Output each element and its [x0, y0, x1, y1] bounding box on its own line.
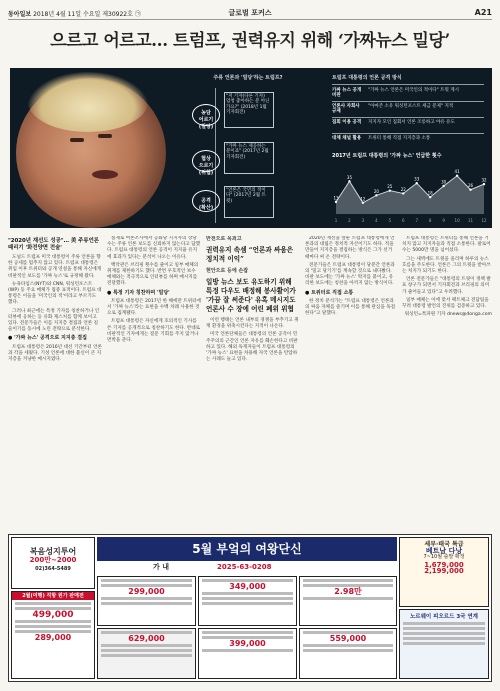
chart-title: 2017년 트럼프 대통령의 '가짜 뉴스' 언급한 횟수 — [332, 153, 442, 159]
chart-point — [348, 180, 350, 182]
mention-line-chart — [332, 164, 488, 224]
method-text-1: "가짜 뉴스 언론은 미국인의 적이다" 트윗 게시 — [368, 88, 459, 93]
chart-value-label: 30 — [441, 179, 447, 185]
ad-sale-left: 2월(여행) 직항 원가 판매전 499,000 289,000 — [11, 591, 95, 679]
article-column-5: 트럼프 대통령은 트위터를 통해 언론을 거치지 않고 지지자들과 직접 소통한다. 팔로어 수는 5000만 명을 넘어섰다. 그는 새벽에도 트윗을 올리며 하루의 뉴스 흐름을 주도한다. 언론은 그의 트윗을 받아쓰는 처지가 되기도 한다. 언론 전문가들은 "대통령의 트윗이 정책 발표 창구가 되면서 기자회견과 브리핑의 의미가 줄어들고 있다"고 우려했다. 일부 매체는 이에 맞서 팩트체크 전담팀을 꾸려 대통령 발언의 진위를 검증하고 있다. 워싱턴=특파원 기자 dnews@donga.com — [402, 236, 492, 318]
chart-value-label: 13 — [333, 195, 339, 201]
chart-x-tick-label: 8 — [428, 218, 432, 223]
mouth-shape — [92, 170, 118, 179]
chart-value-label: 33 — [414, 176, 420, 182]
chart-point — [375, 194, 377, 196]
chart-point — [429, 196, 431, 198]
chart-x-tick-label: 7 — [415, 218, 419, 223]
chart-point — [469, 189, 471, 191]
method-label-3: 집회 이용 공격 — [332, 120, 362, 125]
article-column-2: 실제로 여론조사에서 공화당 지지자의 상당수는 주류 언론 보도를 신뢰하지 않는다고 답했다. 트럼프 대통령의 언론 공격이 지지율 유지에 효과가 있다는 분석이 나오는 이유다. 백악관은 브리핑 횟수를 줄이고 일부 매체의 취재를 제한하기도 했다. 반면 우호적인 보수 매체와는 적극적으로 인터뷰를 하며 메시지를 전달했다. ● 특정 기자 칭찬하며 '밀당' 트럼프 대통령은 2017년 한 해에만 트위터에서 '가짜 뉴스'라는 표현을 수백 차례 사용한 것으로 집계됐다. 트럼프 대통령은 자신에게 호의적인 기사를 쓴 기자를 공개적으로 칭찬하기도 한다. 반대로 비판적인 기자에게는 질문 기회를 주지 않거나 면박을 준다. — [107, 236, 201, 344]
article-body — [8, 236, 492, 526]
node-text-1: "저 기자(다른 기자) 엄청 좋아하는 분 아닌가요?" (2018년 1월 기자회견) — [226, 94, 270, 116]
chart-point — [483, 183, 485, 185]
chart-point — [389, 189, 391, 191]
chart-x-tick-label: 4 — [375, 218, 378, 223]
ad-banner: 5월 부엌의 여왕단신 — [97, 537, 397, 561]
node-text-3: "언론은 국민의 적이다" (2017년 2월 트윗) — [226, 188, 266, 204]
chart-x-tick-label: 11 — [467, 218, 474, 223]
method-text-2: "아마존 소유 워싱턴포스트 세금 문제" 지적 — [368, 104, 454, 109]
chart-point — [402, 192, 404, 194]
method-text-4: 트위터 통해 직접 지지층과 소통 — [368, 136, 431, 141]
chart-value-label: 22 — [400, 186, 406, 192]
chart-point — [416, 182, 418, 184]
article-column-3: 반전으로 목죄고 권력유지 속셈 “언론과 싸움은 정치적 이익” 현안으로 등에 손잡 일방 뉴스 보도 유도하기 위해 특정 다우도 배정해 봉사활이가 '가끔 잘 써준다' 유혹 메시지도 언론사 수 장에 어린 폐위 위협 이런 행태는 언론 내부의 경쟁을 부추기고 취재 환경을 위축시킨다는 지적이 나온다. 미국 언론단체들은 대통령의 언론 공격이 민주주의의 근간인 언론 자유를 훼손한다고 비판하고 있다. 해외 독재자들이 트럼프 대통령의 '가짜 뉴스' 표현을 차용해 자국 언론을 탄압하는 사례도 늘고 있다. — [206, 236, 299, 363]
page-number: A21 — [474, 8, 492, 17]
chart-x-tick-label: 6 — [401, 218, 405, 223]
section-name: 글로벌 포커스 — [228, 9, 272, 17]
chart-point — [456, 175, 458, 177]
node-text-2: "가짜 뉴스 제공하는 분이죠" (2017년 2월 기자회견) — [226, 144, 269, 160]
eye-left — [70, 138, 84, 142]
chart-value-label: 35 — [346, 174, 353, 180]
chart-value-label: 26 — [467, 183, 474, 189]
page-headline: 으르고 어르고… 트럼프, 권력유지 위해 ‘가짜뉴스 밀당’ — [50, 31, 450, 51]
infographic — [10, 68, 492, 228]
methods-title: 트럼프 대통령의 언론 공격 방식 — [332, 75, 402, 81]
ad-pilgrimage-tour: 복음성지투어 200만~2000 02)364-5489 — [11, 537, 95, 589]
masthead — [8, 8, 492, 20]
chart-x-tick-label: 10 — [454, 218, 460, 223]
ad-package-5: 399,000 — [198, 628, 297, 679]
chart-point — [442, 185, 444, 187]
byline: 워싱턴=특파원 기자 dnews@donga.com — [404, 312, 492, 318]
pull-quote: 반전으로 목죄고 권력유지 속셈 “언론과 싸움은 정치적 이익” 현안으로 등에 손잡 일방 뉴스 보도 유도하기 위해 특정 다우도 배정해 봉사활이가 '가끔 잘 써준다' 유혹 메시지도 언론사 수 장에 어린 폐위 위협 — [206, 236, 296, 313]
method-text-3: 지지자 모인 집회서 언론 조롱하고 야유 유도 — [368, 120, 455, 125]
method-label-2: 언론사 자회사 규제 — [332, 104, 360, 115]
ad-package-6: 559,000 — [299, 628, 397, 679]
chart-value-label: 20 — [373, 188, 379, 194]
ad-banner-sub: 가 내 2025-63-0208 — [97, 562, 397, 574]
article-column-1: "2020년 재선도 성공"… 美 주류언론 때리기 '화전양면 전술' 도널드 트럼프 미국 대통령이 주류 언론을 향한 공세를 멈추지 않고 있다. 트럼프 대통령은 취임 이후 트위터와 공개 연설을 통해 자신에게 비판적인 보도를 '가짜 뉴스'로 규정해 왔다. 뉴욕타임스(NYT)와 CNN, 워싱턴포스트(WP) 등 주요 매체가 집중 표적이다. 트럼프 대통령은 이들을 '미국인의 적'이라고 부르기도 했다. 그러나 최근에는 특정 기자를 칭찬하거나 인터뷰에 응하는 등 유화 제스처를 함께 보이고 있다. 전문가들은 이를 지지층 결집과 언론 길들이기를 동시에 노린 전략으로 분석한다. ● '가짜 뉴스' 공격으로 지지층 결집 트럼프 대통령은 2016년 대선 기간부터 언론과 각을 세웠다. 기성 언론에 대한 불신이 큰 지지층을 겨냥한 메시지였다. — [8, 238, 102, 363]
chart-value-label: 25 — [387, 184, 393, 190]
chart-x-tick-label: 12 — [481, 218, 487, 223]
chart-x-tick-label: 9 — [442, 218, 445, 223]
chart-x-tick-label: 1 — [334, 218, 338, 223]
node-label-3: 공격 (확산) — [192, 190, 220, 212]
chart-x-tick-label: 3 — [361, 218, 365, 223]
ad-package-1: 299,000 — [97, 576, 196, 626]
article-subhead: "2020년 재선도 성공"… 美 주류언론 때리기 '화전양면 전술' — [8, 238, 99, 251]
ad-europe-tour: 노르웨이 피오르드 3국 연계 — [399, 609, 489, 679]
chart-value-label: 12 — [360, 196, 366, 202]
article-column-4: 2020년 재선을 앞둔 트럼프 대통령에게 언론과의 대립은 정치적 자산이기도 하다. 적을 만들어 지지층을 결집하는 방식은 그가 선거 때마다 써 온 전략이다. 전문가들은 트럼프 대통령이 당분간 언론과의 '밀고 당기기'를 계속할 것으로 내다봤다. 비판 보도에는 '가짜 뉴스' 딱지를 붙이고, 유리한 보도에는 칭찬을 아끼지 않는 방식이다. ● 트위터로 직접 소통 한 정치 분석가는 "트럼프 대통령은 언론과의 싸움 자체를 즐기며 이를 통해 관심을 독점한다"고 말했다. — [305, 236, 396, 317]
eye-right — [98, 134, 112, 138]
node-label-2: 협상 으르기 (위협) — [192, 150, 220, 172]
diagram-left-title: 주류 언론과 '밀당'하는 트럼프? — [213, 75, 283, 81]
method-label-1: 가짜 뉴스 공개 비판 — [332, 88, 362, 99]
chart-value-label: 18 — [427, 190, 433, 196]
method-label-4: 대체 채널 활용 — [332, 136, 362, 141]
advertisement-block — [8, 534, 492, 682]
chart-x-tick-label: 5 — [388, 218, 392, 223]
chart-value-label: 41 — [454, 169, 460, 175]
chart-point — [362, 202, 364, 204]
hair-shape — [28, 72, 148, 132]
node-label-1: 농담 어르기 (밀당) — [192, 104, 220, 126]
chart-value-label: 32 — [481, 177, 487, 183]
chart-x-tick-label: 2 — [348, 218, 351, 223]
chart-point — [335, 201, 337, 203]
paper-name: 동아일보 2018년 4월 11일 수요일 제30922호 ㉠ — [8, 11, 141, 18]
ad-package-2: 349,000 — [198, 576, 297, 626]
ad-package-4: 629,000 — [97, 628, 196, 679]
ad-resort: 세부·태국 특급 베트남 다낭 7~10월 출발 확정 1,679,000 2,199,000 — [399, 537, 489, 607]
ad-package-3: 2.98만 — [299, 576, 397, 626]
